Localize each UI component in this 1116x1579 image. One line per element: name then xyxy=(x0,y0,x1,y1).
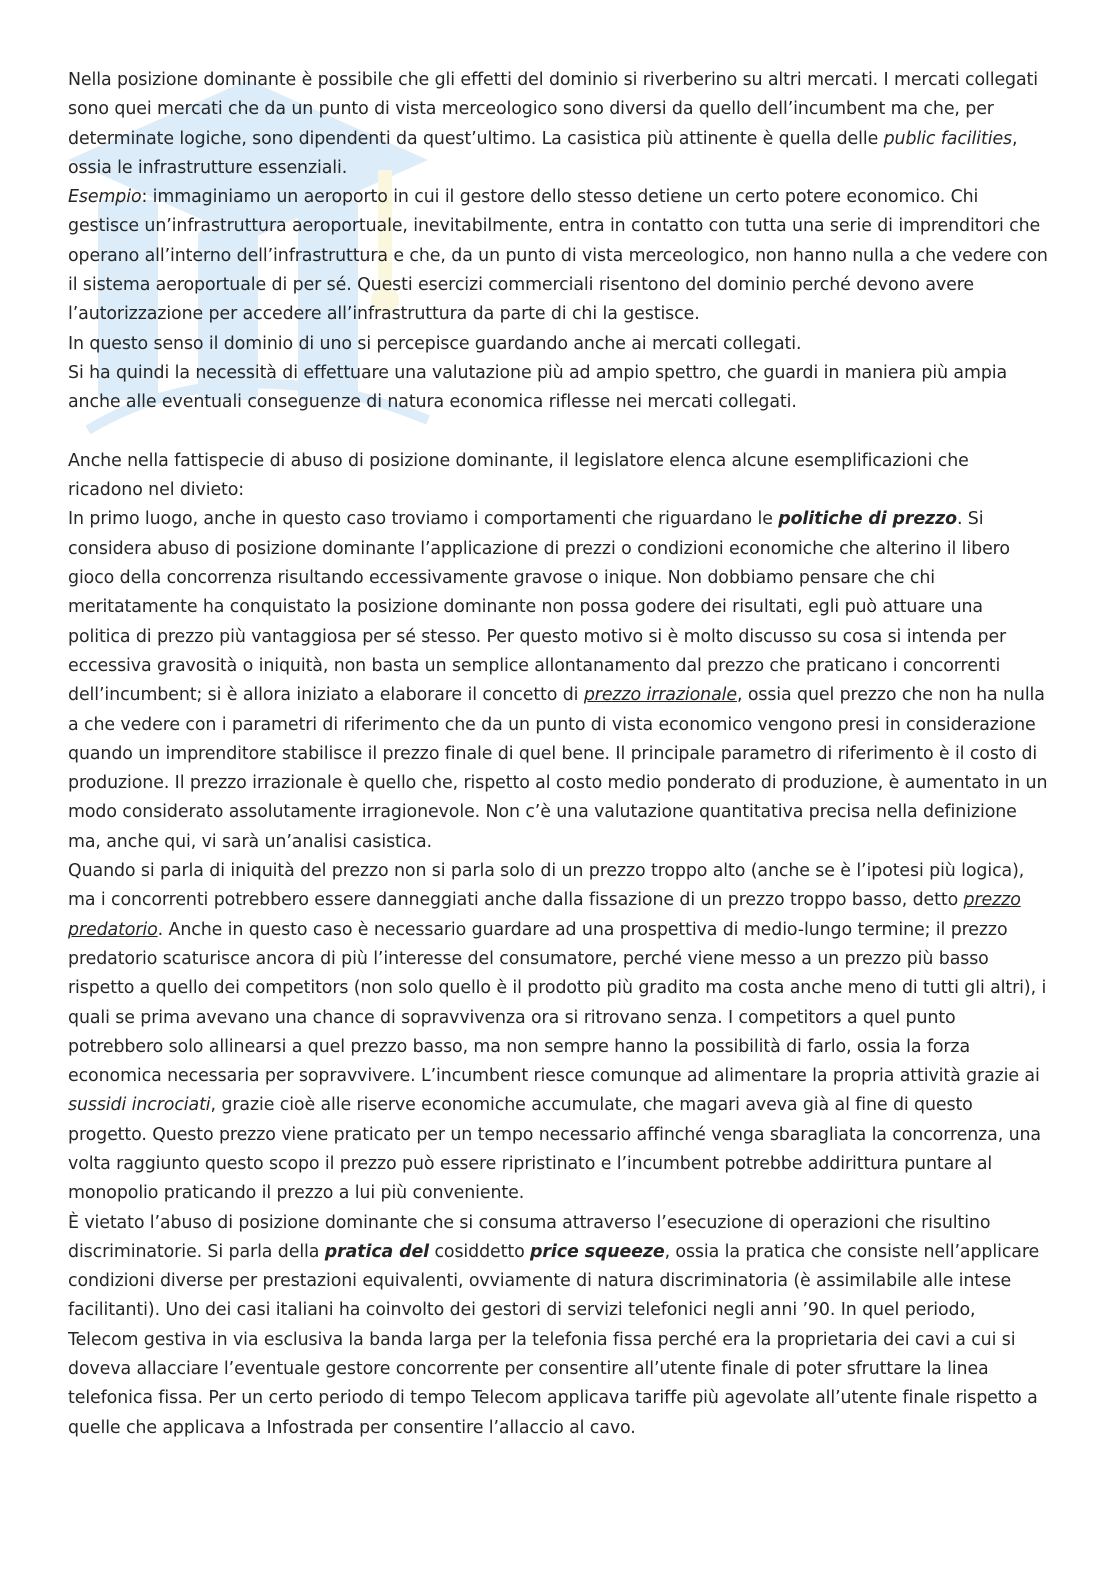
paragraph-text: In questo senso il dominio di uno si percepisce guardando anche ai mercati collegati. xyxy=(68,333,802,354)
emphasized-term: Esempio xyxy=(68,187,142,208)
emphasized-term: prezzo irrazionale xyxy=(583,685,737,706)
emphasized-term: sussidi incrociati xyxy=(68,1095,211,1116)
paragraph-text: , ossia quel prezzo che non ha nulla a che vedere con i parametri di riferimento che da un punto di vista economico vengono presi in considerazione quando un imprenditore stabilisce il prezzo finale di quel bene. Il principale parametro di riferimento è il costo di produzione. Il prezzo irrazionale è quello che, rispetto al costo medio ponderato di produzione, è aumentato in un modo considerato assolutamente irragionevole. Non c’è una valutazione quantitativa precisa nella definizione ma, anche qui, vi sarà un’analisi casistica. xyxy=(68,685,1048,852)
emphasized-term: politiche di prezzo xyxy=(778,509,957,530)
paragraph xyxy=(68,330,1048,359)
paragraph-text: In primo luogo, anche in questo caso troviamo i comportamenti che riguardano le xyxy=(68,509,779,530)
paragraph-text: . Si considera abuso di posizione dominante l’applicazione di prezzi o condizioni economiche che alterino il libero gioco della concorrenza risultando eccessivamente gravose o inique. Non dobbiamo pensare che chi meritatamente ha conquistato la posizione dominante non possa godere dei risultati, egli può attuare una politica di prezzo più vantaggiosa per sé stesso. Per questo motivo si è molto discusso su cosa si intenda per eccessiva gravosità o iniquità, non basta un semplice allontanamento dal prezzo che praticano i concorrenti dell’incumbent; si è allora iniziato a elaborare il concetto di xyxy=(68,509,1010,706)
paragraph xyxy=(68,183,1048,329)
paragraph xyxy=(68,447,1048,506)
paragraph xyxy=(68,857,1048,1209)
paragraph-text: Quando si parla di iniquità del prezzo non si parla solo di un prezzo troppo alto (anche se è l’ipotesi più logica), ma i concorrenti potrebbero essere danneggiati anche dalla fissazione di un prezzo troppo basso, detto xyxy=(68,861,1025,911)
emphasized-term: public facilities xyxy=(883,128,1013,149)
paragraph-text: Anche nella fattispecie di abuso di posizione dominante, il legislatore elenca alcune esemplificazioni che ricadono nel divieto: xyxy=(68,450,969,501)
emphasized-term: price squeeze xyxy=(530,1241,665,1262)
paragraph xyxy=(68,1209,1048,1443)
paragraph xyxy=(68,505,1048,857)
paragraph-text: Si ha quindi la necessità di effettuare una valutazione più ad ampio spettro, che guardi in maniera più ampia anche alle eventuali conseguenze di natura economica riflesse nei mercati collegati. xyxy=(68,362,1008,413)
paragraph-text: È vietato l’abuso di posizione dominante che si consuma attraverso l’esecuzione di operazioni che risultino discriminatorie. Si parla della xyxy=(68,1212,991,1262)
paragraph-text: , grazie cioè alle riserve economiche accumulate, che magari aveva già al fine di questo progetto. Questo prezzo viene praticato per un tempo necessario affinché venga sbaragliata la concorrenza, una volta raggiunto questo scopo il prezzo può essere ripristinato e l’incumbent potrebbe addirittura puntare al monopolio praticando il prezzo a lui più conveniente. xyxy=(68,1095,1041,1204)
paragraph xyxy=(68,66,1048,183)
paragraph xyxy=(68,359,1048,418)
paragraph-text: , ossia la pratica che consiste nell’applicare condizioni diverse per prestazioni equivalenti, ovviamente di natura discriminatoria (è assimilabile alle intese facilitanti). Uno dei casi italiani ha coinvolto dei gestori di servizi telefonici negli anni ’90. In quel periodo, Telecom gestiva in via esclusiva la banda larga per la telefonia fissa perché era la proprietaria dei cavi a cui si doveva allacciare l’eventuale gestore concorrente per consentire all’utente finale di poter sfruttare la linea telefonica fissa. Per un certo periodo di tempo Telecom applicava tariffe più agevolate all’utente finale rispetto a quelle che applicava a Infostrada per consentire l’allaccio al cavo. xyxy=(68,1241,1040,1438)
paragraph-text: cosiddetto xyxy=(429,1241,531,1262)
emphasized-term: prezzo predatorio xyxy=(68,890,1021,940)
paragraph-text: : immaginiamo un aeroporto in cui il gestore dello stesso detiene un certo potere economico. Chi gestisce un’infrastruttura aeroportuale, inevitabilmente, entra in contatto con tutta una serie di imprenditori che operano all’interno dell’infrastruttura e che, da un punto di vista merceologico, non hanno nulla a che vedere con il sistema aeroportuale di per sé. Questi esercizi commerciali risentono del dominio perché devono avere l’autorizzazione per accedere all’infrastruttura da parte di chi la gestisce. xyxy=(68,187,1048,325)
paragraph-text: . Anche in questo caso è necessario guardare ad una prospettiva di medio-lungo termine; il prezzo predatorio scaturisce ancora di più l’interesse del consumatore, perché viene messo a un prezzo più basso rispetto a quello dei competitors (non solo quello è il prodotto più gradito ma costa anche meno di tutti gli altri), i quali se prima avevano una chance di sopravvivenza ora si ritrovano senza. I competitors a quel punto potrebbero solo allinearsi a quel prezzo basso, ma non sempre hanno la possibilità di farlo, ossia la forza economica necessaria per sopravvivere. L’incumbent riesce comunque ad alimentare la propria attività grazie ai xyxy=(68,919,1047,1087)
paragraph-text: Nella posizione dominante è possibile che gli effetti del dominio si riverberino su altri mercati. I mercati collegati sono quei mercati che da un punto di vista merceologico sono diversi da quello dell’incumbent ma che, per determinate logiche, sono dipendenti da quest’ultimo. La casistica più attinente è quella delle xyxy=(68,70,1038,149)
document-body xyxy=(68,66,1048,1443)
paragraph-text: , ossia le infrastrutture essenziali. xyxy=(68,128,1018,178)
emphasized-term: pratica del xyxy=(324,1241,430,1262)
paragraph-spacer xyxy=(68,418,1048,447)
